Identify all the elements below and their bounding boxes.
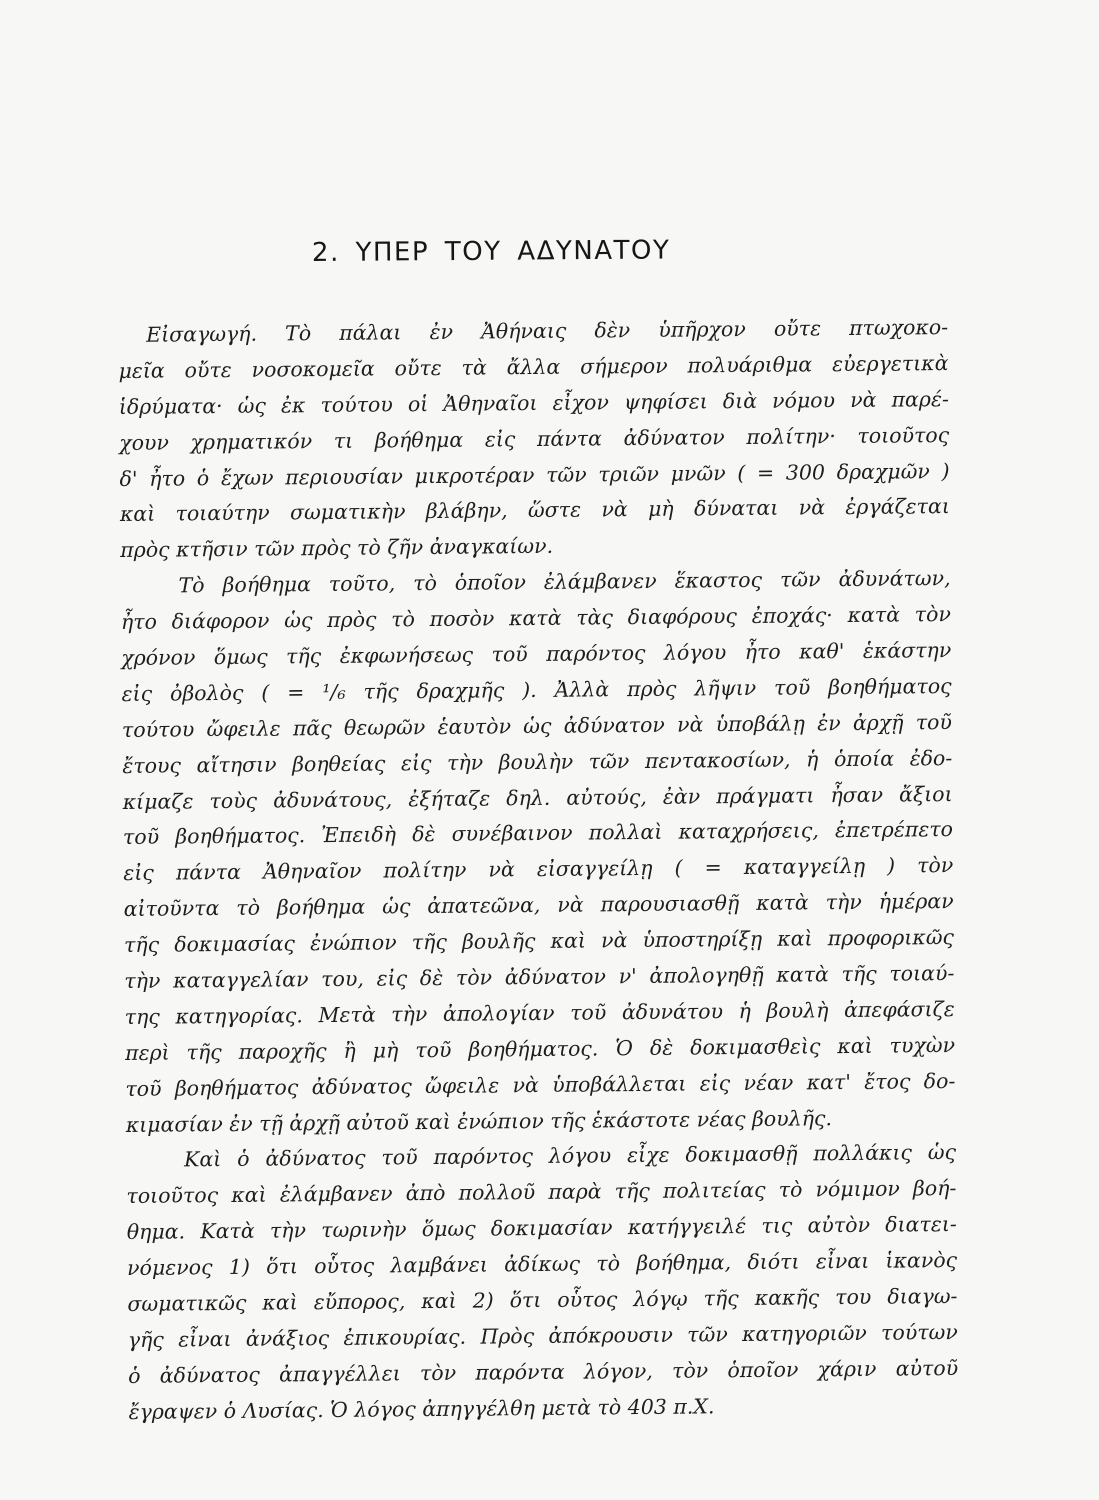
text-line: καὶ τοιαύτην σωματικὴν βλάβην, ὥστε νὰ μὴ δύναται νὰ ἐργάζεται xyxy=(119,494,950,527)
text-line: ἔτους αἴτησιν βοηθείας εἰς τὴν βουλὴν τῶν πεντακοσίων, ἡ ὁποία ἐδο- xyxy=(122,745,953,778)
text-line: Εἰσαγωγή. Τὸ πάλαι ἐν Ἀθήναις δὲν ὑπῆρχον οὔτε πτωχοκο- xyxy=(146,315,949,347)
text-line: τούτου ὤφειλε πᾶς θεωρῶν ἑαυτὸν ὡς ἀδύνατον νὰ ὑποβάλῃ ἐν ἀρχῇ τοῦ xyxy=(121,709,953,742)
text-line: αἰτοῦντα τὸ βοήθημα ὡς ἀπατεῶνα, νὰ παρουσιασθῇ κατὰ τὴν ἡμέραν xyxy=(123,889,954,922)
paragraph-benefit xyxy=(120,561,955,1143)
text-line: χρόνον ὅμως τῆς ἐκφωνήσεως τοῦ παρόντος λόγου ἦτο καθ' ἑκάστην xyxy=(121,638,952,670)
text-line: της κατηγορίας. Μετὰ τὴν ἀπολογίαν τοῦ ἀδυνάτου ἡ βουλὴ ἀπεφάσιζε xyxy=(124,996,955,1029)
text-line: περὶ τῆς παροχῆς ἢ μὴ τοῦ βοηθήματος. Ὁ δὲ δοκιμασθεὶς καὶ τυχὼν xyxy=(124,1032,956,1065)
paragraph-case xyxy=(126,1135,959,1430)
body-text xyxy=(118,310,959,1431)
text-line: νόμενος 1) ὅτι οὗτος λαμβάνει ἀδίκως τὸ βοήθημα, διότι εἶναι ἱκανὸς xyxy=(127,1248,958,1281)
text-line: ἦτο διάφορον ὡς πρὸς τὸ ποσὸν κατὰ τὰς διαφόρους ἐποχάς· κατὰ τὸν xyxy=(120,602,951,635)
text-line: σωματικῶς καὶ εὔπορος, καὶ 2) ὅτι οὗτος λόγῳ τῆς κακῆς του διαγω- xyxy=(127,1284,958,1317)
paragraph-introduction xyxy=(118,310,950,569)
text-line: ὁ ἀδύνατος ἀπαγγέλλει τὸν παρόντα λόγον, τὸν ὁποῖον χάριν αὐτοῦ xyxy=(128,1355,959,1388)
text-line: δ' ἦτο ὁ ἔχων περιουσίαν μικροτέραν τῶν τριῶν μνῶν ( = 300 δραχμῶν ) xyxy=(119,458,950,491)
text-line: Καὶ ὁ ἀδύνατος τοῦ παρόντος λόγου εἶχε δοκιμασθῇ πολλάκις ὡς xyxy=(183,1140,957,1172)
text-line: εἰς ὀβολὸς ( = ¹/₆ τῆς δραχμῆς ). Ἀλλὰ πρὸς λῆψιν τοῦ βοηθήματος xyxy=(121,673,952,706)
text-line: ἔγραψεν ὁ Λυσίας. Ὁ λόγος ἀπηγγέλθη μετὰ τὸ 403 π.Χ. xyxy=(128,1394,715,1424)
text-line: τῆς δοκιμασίας ἐνώπιον τῆς βουλῆς καὶ νὰ ὑποστηρίξῃ καὶ προφορικῶς xyxy=(123,925,955,958)
text-line: κίμαζε τοὺς ἀδυνάτους, ἐξήταζε δηλ. αὐτούς, ἐὰν πράγματι ἦσαν ἄξιοι xyxy=(122,781,953,814)
text-line: τοῦ βοηθήματος. Ἐπειδὴ δὲ συνέβαινον πολλαὶ καταχρήσεις, ἐπετρέπετο xyxy=(122,817,954,850)
text-line: τὴν καταγγελίαν του, εἰς δὲ τὸν ἀδύνατον ν' ἀπολογηθῇ κατὰ τῆς τοιαύ- xyxy=(124,961,955,994)
text-line: εἰς πάντα Ἀθηναῖον πολίτην νὰ εἰσαγγείλῃ ( = καταγγείλῃ ) τὸν xyxy=(123,853,954,886)
text-line: γῆς εἶναι ἀνάξιος ἐπικουρίας. Πρὸς ἀπόκρουσιν τῶν κατηγοριῶν τούτων xyxy=(127,1319,958,1352)
text-line: πρὸς κτῆσιν τῶν πρὸς τὸ ζῆν ἀναγκαίων. xyxy=(120,534,554,563)
chapter-title: 2. ΥΠΕΡ ΤΟΥ ΑΔΥΝΑΤΟΥ xyxy=(311,235,671,268)
text-line: χουν χρηματικόν τι βοήθημα εἰς πάντα ἀδύνατον πολίτην· τοιοῦτος xyxy=(119,422,950,455)
text-line: ἱδρύματα· ὡς ἐκ τούτου οἱ Ἀθηναῖοι εἶχον ψηφίσει διὰ νόμου νὰ παρέ- xyxy=(118,386,949,419)
text-line: μεῖα οὔτε νοσοκομεῖα οὔτε τὰ ἄλλα σήμερον πολυάριθμα εὐεργετικὰ xyxy=(118,350,949,383)
text-line: τοῦ βοηθήματος ἀδύνατος ὤφειλε νὰ ὑποβάλλεται εἰς νέαν κατ' ἔτος δο- xyxy=(125,1068,956,1101)
text-line: Τὸ βοήθημα τοῦτο, τὸ ὁποῖον ἐλάμβανεν ἕκαστος τῶν ἀδυνάτων, xyxy=(178,566,951,598)
text-line: θημα. Κατὰ τὴν τωρινὴν ὅμως δοκιμασίαν κατήγγειλέ τις αὐτὸν διατει- xyxy=(126,1212,957,1245)
text-line: τοιοῦτος καὶ ἐλάμβανεν ἀπὸ πολλοῦ παρὰ τῆς πολιτείας τὸ νόμιμον βοή- xyxy=(126,1176,957,1209)
text-line: κιμασίαν ἐν τῇ ἀρχῇ αὐτοῦ καὶ ἐνώπιον τῆς ἑκάστοτε νέας βουλῆς. xyxy=(125,1105,833,1137)
